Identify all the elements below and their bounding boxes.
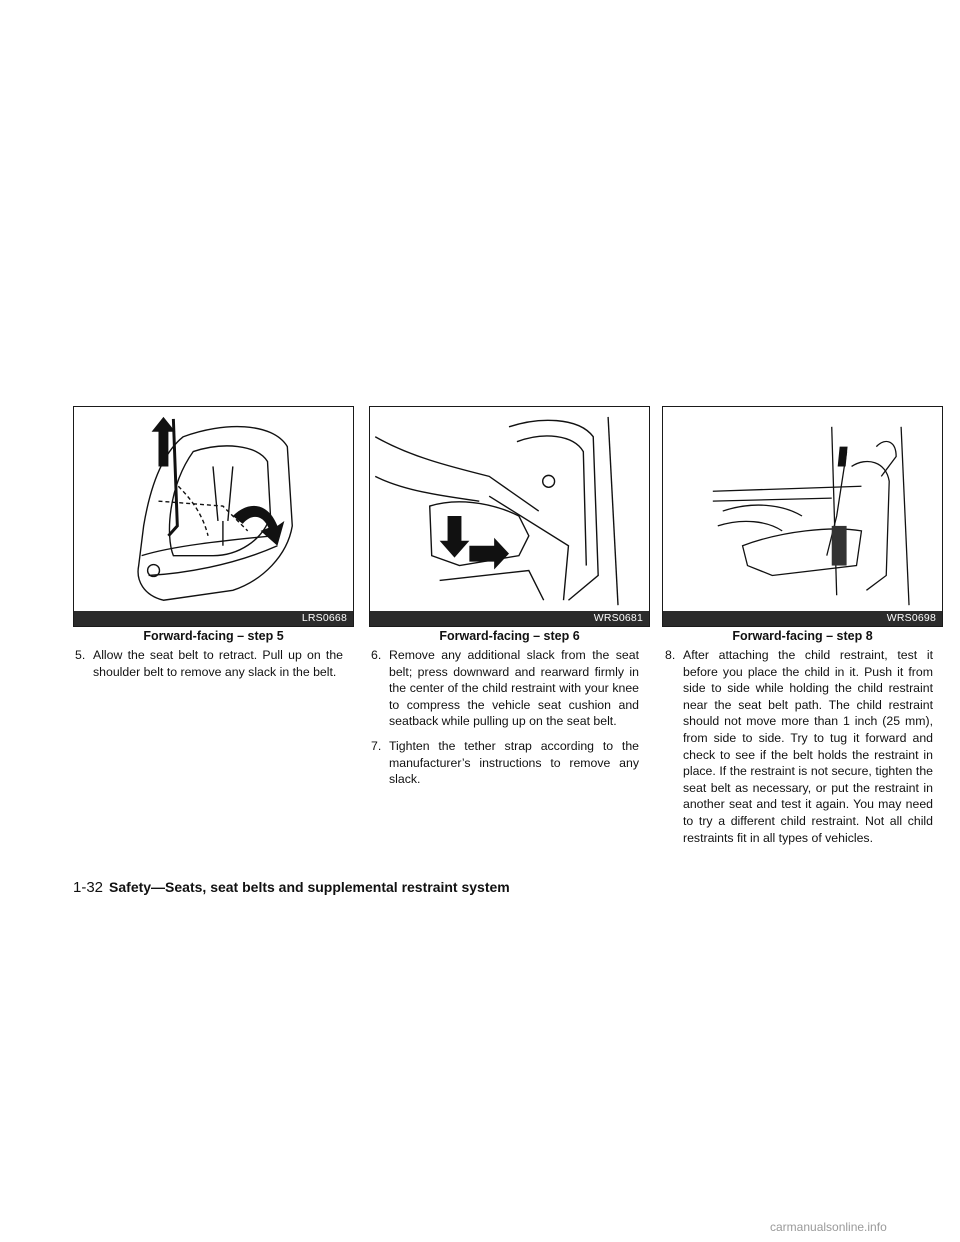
step-number: 8. bbox=[665, 648, 676, 662]
section-title: Safety—Seats, seat belts and supplemental restraint system bbox=[109, 879, 510, 895]
step-8 bbox=[665, 647, 933, 846]
step-text: Tighten the tether strap according to the manufacturer’s instructions to remove any slack. bbox=[389, 738, 639, 787]
test-restraint-illustration-icon bbox=[663, 407, 942, 626]
figure-code: WRS0681 bbox=[370, 611, 649, 626]
column-2-text bbox=[371, 647, 639, 796]
figure-code: WRS0698 bbox=[663, 611, 942, 626]
step-5 bbox=[75, 647, 343, 680]
page-number: 1-32 bbox=[73, 879, 104, 896]
step-6 bbox=[371, 647, 639, 730]
step-text: Allow the seat belt to retract. Pull up on the shoulder belt to remove any slack in the belt. bbox=[93, 648, 343, 679]
figure-caption: Forward-facing – step 6 bbox=[439, 629, 580, 643]
figure-step-8 bbox=[662, 406, 943, 627]
step-number: 7. bbox=[371, 738, 382, 753]
column-1-text bbox=[75, 647, 343, 688]
step-number: 6. bbox=[371, 648, 382, 662]
figure-caption: Forward-facing – step 5 bbox=[143, 629, 284, 643]
press-seat-illustration-icon bbox=[370, 407, 649, 626]
watermark: carmanualsonline.info bbox=[770, 1220, 887, 1234]
step-7 bbox=[371, 738, 639, 788]
figure-code: LRS0668 bbox=[74, 611, 353, 626]
figure-step-6 bbox=[369, 406, 650, 627]
column-3-text bbox=[665, 647, 933, 854]
child-seat-illustration-icon bbox=[74, 407, 353, 626]
figure-caption: Forward-facing – step 8 bbox=[732, 629, 873, 643]
step-text: Remove any additional slack from the seat belt; press downward and rearward firmly in the center of the child restraint with your knee to compress the vehicle seat cushion and seatback while pulling up on the seat belt. bbox=[389, 648, 639, 729]
figure-step-5 bbox=[73, 406, 354, 627]
page-footer bbox=[73, 877, 510, 898]
step-text: After attaching the child restraint, test it before you place the child in it. Push it from side to side while holding the child restraint near the seat belt path. The child restraint should not move more than 1 inch (25 mm), from side to side. Try to tug it forward and check to see if the belt holds the restraint in place. If the restraint is not secure, tighten the seat belt as necessary, or put the restraint in another seat and test it again. You may need to try a different child restraint. Not all child restraints fit in all types of vehicles. bbox=[683, 648, 933, 845]
step-number: 5. bbox=[75, 648, 86, 662]
